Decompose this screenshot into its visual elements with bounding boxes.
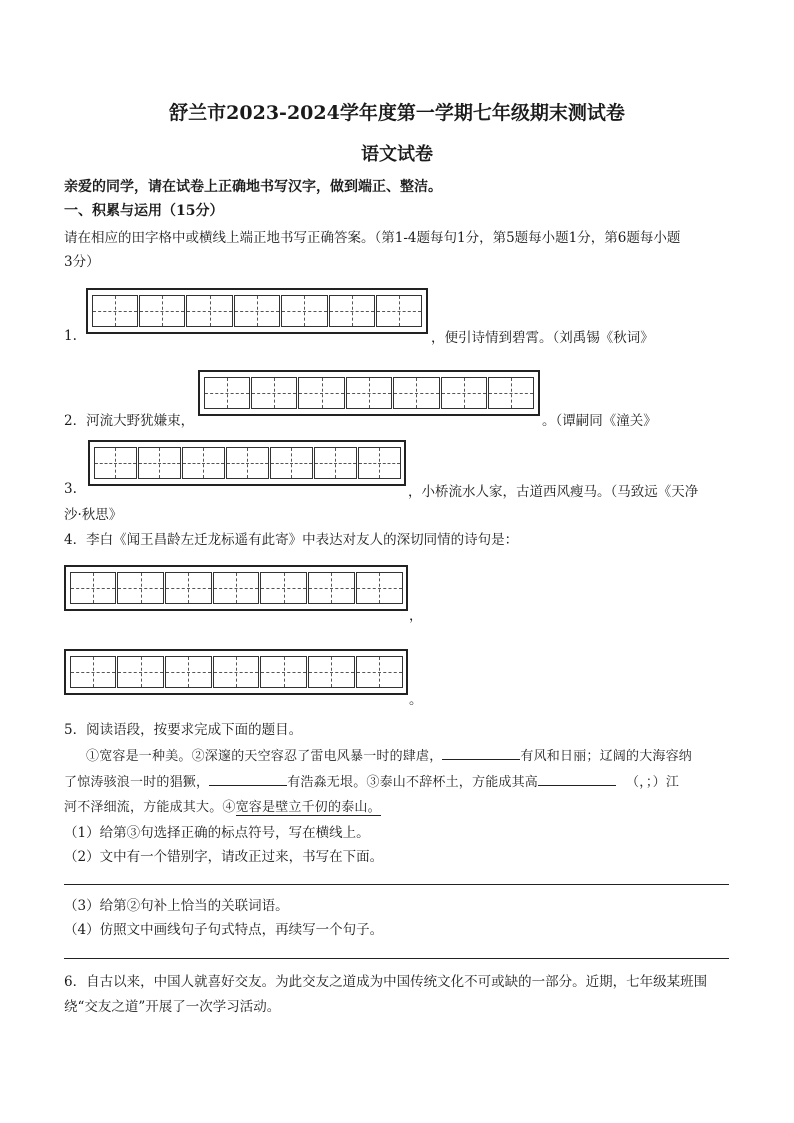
grid-cell[interactable] xyxy=(329,295,375,327)
grid-cell[interactable] xyxy=(488,377,534,409)
passage-segment: 了惊涛骇浪一时的猖獗， xyxy=(64,775,210,790)
q5-sub3: （3）给第②句补上恰当的关联词语。 xyxy=(64,898,289,914)
grid-cell[interactable] xyxy=(117,656,164,688)
q3-number: 3. xyxy=(64,481,77,497)
q5-passage-line2 xyxy=(64,771,679,790)
grid-cell[interactable] xyxy=(376,295,422,327)
grid-cell[interactable] xyxy=(314,447,357,479)
q2-answer-grid[interactable] xyxy=(198,370,540,416)
punctuation-options: （，；）江 xyxy=(626,775,680,790)
q3-suffix-line1: ，小桥流水人家，古道西风瘦马。（马致远《天净 xyxy=(408,484,699,500)
grid-cell[interactable] xyxy=(251,377,297,409)
grid-cell[interactable] xyxy=(213,572,260,604)
grid-cell[interactable] xyxy=(441,377,487,409)
q1-suffix: ，便引诗情到碧霄。（刘禹锡《秋词》 xyxy=(431,330,654,346)
grid-cell[interactable] xyxy=(165,656,212,688)
grid-cell[interactable] xyxy=(94,447,137,479)
grid-cell[interactable] xyxy=(346,377,392,409)
q4-answer-grid-2[interactable] xyxy=(64,649,408,695)
grid-cell[interactable] xyxy=(213,656,260,688)
grid-cell[interactable] xyxy=(182,447,225,479)
grid-cell[interactable] xyxy=(393,377,439,409)
grid-cell[interactable] xyxy=(165,572,212,604)
section-heading: 一、积累与运用（15分） xyxy=(64,203,224,219)
exam-subtitle: 语文试卷 xyxy=(361,144,433,165)
q2-prefix: 2．河流大野犹嫌束， xyxy=(64,413,195,429)
q5-passage-line3 xyxy=(64,796,381,815)
grid-cell[interactable] xyxy=(186,295,232,327)
section-instruction-line2: 3分） xyxy=(64,254,100,270)
grid-cell[interactable] xyxy=(358,447,401,479)
grid-cell[interactable] xyxy=(281,295,327,327)
grid-cell[interactable] xyxy=(70,572,117,604)
grid-cell[interactable] xyxy=(92,295,138,327)
grid-cell[interactable] xyxy=(204,377,250,409)
section-instruction-line1: 请在相应的田字格中或横线上端正地书写正确答案。（第1-4题每句1分，第5题每小题1分，第6题每小题 xyxy=(64,230,681,246)
underlined-sentence: 宽容是壁立千仞的泰山。 xyxy=(235,800,381,815)
q3-suffix-line2: 沙·秋思》 xyxy=(64,507,123,523)
q4-comma: ， xyxy=(409,608,423,624)
q6-line2: 绕“交友之道”开展了一次学习活动。 xyxy=(64,999,281,1015)
passage-segment: 有浩淼无垠。③泰山不辞杯土，方能成其高 xyxy=(287,775,539,790)
q5-answer-line-1[interactable] xyxy=(64,884,729,885)
grid-cell[interactable] xyxy=(356,656,403,688)
q5-blank-1[interactable] xyxy=(442,747,520,760)
q4-text: 4．李白《闻王昌龄左迁龙标遥有此寄》中表达对友人的深切同情的诗句是： xyxy=(64,532,519,548)
q5-answer-line-2[interactable] xyxy=(64,958,729,959)
grid-cell[interactable] xyxy=(138,447,181,479)
exam-title: 舒兰市2023-2024学年度第一学期七年级期末测试卷 xyxy=(169,102,625,124)
q5-blank-2[interactable] xyxy=(209,773,287,786)
q5-sub2: （2）文中有一个错别字，请改正过来，书写在下面。 xyxy=(64,849,384,865)
grid-cell[interactable] xyxy=(270,447,313,479)
grid-cell[interactable] xyxy=(234,295,280,327)
q5-sub1: （1）给第③句选择正确的标点符号，写在横线上。 xyxy=(64,825,370,841)
grid-cell[interactable] xyxy=(308,572,355,604)
grid-cell[interactable] xyxy=(260,572,307,604)
q6-line1: 6．自古以来，中国人就喜好交友。为此交友之道成为中国传统文化不可或缺的一部分。近期，七年级某班围 xyxy=(64,974,708,990)
q4-period: 。 xyxy=(409,692,423,708)
q2-suffix: 。（谭嗣同《潼关》 xyxy=(542,413,657,429)
passage-segment: 有风和日丽；辽阔的大海容纳 xyxy=(520,749,693,764)
passage-segment: ①宽容是一种美。②深邃的天空容忍了雷电风暴一时的肆虐， xyxy=(86,749,443,764)
grid-cell[interactable] xyxy=(117,572,164,604)
grid-cell[interactable] xyxy=(139,295,185,327)
grid-cell[interactable] xyxy=(298,377,344,409)
intro-text: 亲爱的同学，请在试卷上正确地书写汉字，做到端正、整洁。 xyxy=(64,179,442,195)
q1-answer-grid[interactable] xyxy=(86,288,428,334)
q5-text: 5．阅读语段，按要求完成下面的题目。 xyxy=(64,722,303,738)
q4-answer-grid-1[interactable] xyxy=(64,565,408,611)
q5-blank-3[interactable] xyxy=(538,773,616,786)
q5-passage-line1 xyxy=(86,745,692,764)
grid-cell[interactable] xyxy=(260,656,307,688)
grid-cell[interactable] xyxy=(70,656,117,688)
q1-number: 1. xyxy=(64,328,77,344)
q3-answer-grid[interactable] xyxy=(88,440,406,486)
grid-cell[interactable] xyxy=(308,656,355,688)
grid-cell[interactable] xyxy=(226,447,269,479)
grid-cell[interactable] xyxy=(356,572,403,604)
q5-sub4: （4）仿照文中画线句子句式特点，再续写一个句子。 xyxy=(64,922,384,938)
passage-segment: 河不泽细流，方能成其大。④ xyxy=(64,800,236,815)
